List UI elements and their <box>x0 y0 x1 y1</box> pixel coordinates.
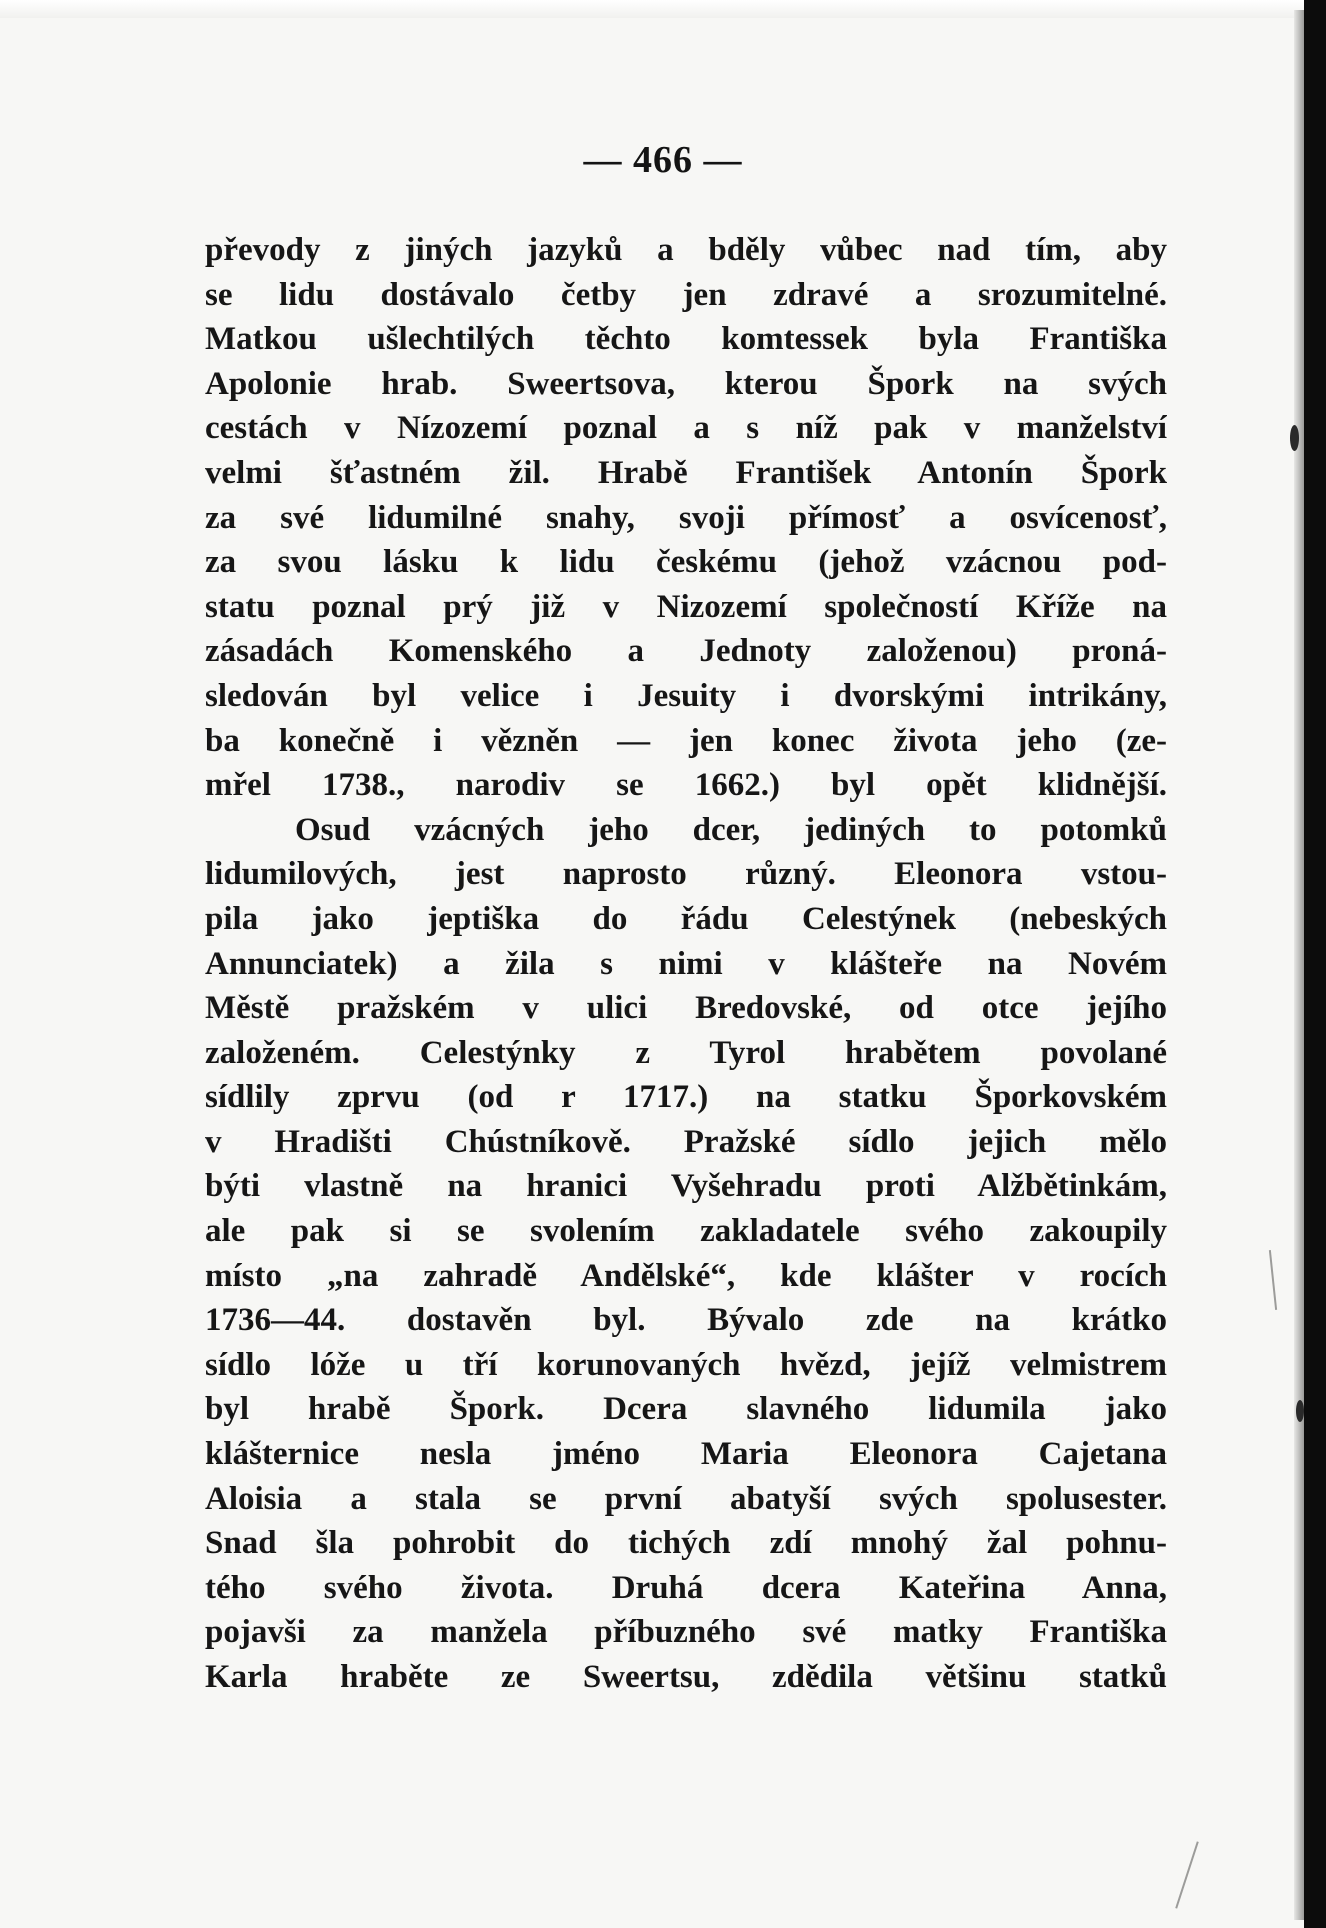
text-line: Městě pražském v ulici Bredovské, od otce jejího <box>205 990 1167 1027</box>
text-line: místo „na zahradě Andělské“, kde klášter v rocích <box>205 1257 1167 1294</box>
text-line: mřel 1738., narodiv se 1662.) byl opět klidnější. <box>205 767 1167 804</box>
text-line: zásadách Komenského a Jednoty založenou) proná- <box>205 633 1167 670</box>
text-line: Karla hraběte ze Sweertsu, zdědila většinu statků <box>205 1659 1167 1695</box>
text-line-paragraph-start: Osud vzácných jeho dcer, jediných to potomků <box>295 811 1167 848</box>
page-number: — 466 — <box>583 139 743 181</box>
text-line: Matkou ušlechtilých těchto komtessek byla Františka <box>205 321 1167 358</box>
text-line: Annunciatek) a žila s nimi v klášteře na Novém <box>205 945 1167 982</box>
text-line: ale pak si se svolením zakladatele svého zakoupily <box>205 1213 1167 1250</box>
text-line: pojavši za manžela příbuzného své matky Františka <box>205 1614 1167 1651</box>
text-line: byl hrabě Špork. Dcera slavného lidumila jako <box>205 1391 1167 1428</box>
page-binding-shadow <box>1294 10 1304 1920</box>
text-line: velmi šťastném žil. Hrabě František Antonín Špork <box>205 454 1167 491</box>
text-line: sledován byl velice i Jesuity i dvorskými intrikány, <box>205 677 1167 714</box>
text-line: cestách v Nízozemí poznal a s níž pak v manželství <box>205 410 1167 447</box>
ink-speck <box>1290 425 1299 451</box>
text-line: 1736—44. dostavěn byl. Bývalo zde na krátko <box>205 1302 1167 1339</box>
text-line: za své lidumilné snahy, svoji přímosť a osvícenosť, <box>205 499 1167 536</box>
text-line: Snad šla pohrobit do tichých zdí mnohý žal pohnu- <box>205 1525 1167 1562</box>
text-line: založeném. Celestýnky z Tyrol hrabětem povolané <box>205 1034 1167 1071</box>
page-right-edge <box>1304 0 1326 1928</box>
paper-scratch <box>1175 1841 1199 1908</box>
ink-speck <box>1296 1400 1304 1422</box>
text-line: sídlo lóže u tří korunovaných hvězd, jejíž velmistrem <box>205 1346 1167 1383</box>
text-line: za svou lásku k lidu českému (jehož vzácnou pod- <box>205 544 1167 581</box>
text-line: lidumilových, jest naprosto různý. Eleonora vstou- <box>205 856 1167 893</box>
text-line: statu poznal prý již v Nizozemí společností Kříže na <box>205 588 1167 625</box>
text-line: tého svého života. Druhá dcera Kateřina Anna, <box>205 1569 1167 1606</box>
text-line: Aloisia a stala se první abatyší svých spolusester. <box>205 1480 1167 1517</box>
text-line: klášternice nesla jméno Maria Eleonora Cajetana <box>205 1436 1167 1473</box>
text-line: Apolonie hrab. Sweertsova, kterou Špork na svých <box>205 365 1167 402</box>
text-line: se lidu dostávalo četby jen zdravé a srozumitelné. <box>205 276 1167 313</box>
text-line: býti vlastně na hranici Vyšehradu proti Alžbětinkám, <box>205 1168 1167 1205</box>
text-line: sídlily zprvu (od r 1717.) na statku Šporkovském <box>205 1079 1167 1116</box>
text-line: ba konečně i vězněn — jen konec života jeho (ze- <box>205 722 1167 759</box>
text-line: převody z jiných jazyků a bděly vůbec nad tím, aby <box>205 232 1167 268</box>
text-line: v Hradišti Chústníkově. Pražské sídlo jejich mělo <box>205 1123 1167 1160</box>
paper-scratch <box>1269 1250 1277 1310</box>
text-line: pila jako jeptiška do řádu Celestýnek (nebeských <box>205 900 1167 937</box>
body-text <box>205 228 1167 1700</box>
page-top-edge <box>0 0 1326 18</box>
